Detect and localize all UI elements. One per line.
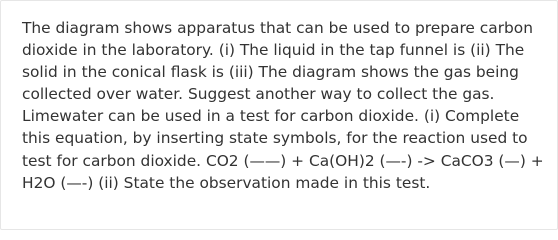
- question-text: The diagram shows apparatus that can be used to prepare carbon dioxide in the laboratory. (i) The liquid in the tap funnel is (ii) The solid in the conical flask is (iii) The diagram shows the gas being collected over water. Suggest another way to collect the gas. Limewater can be used in a test for carbon dioxide. (i) Complete this equation, by inserting state symbols, for the reaction used to test for carbon dioxide. CO2 (——) + Ca(OH)2 (—-) -> CaCO3 (—) + H2O (—-) (ii) State the observation made in this test.: [22, 19, 544, 192]
